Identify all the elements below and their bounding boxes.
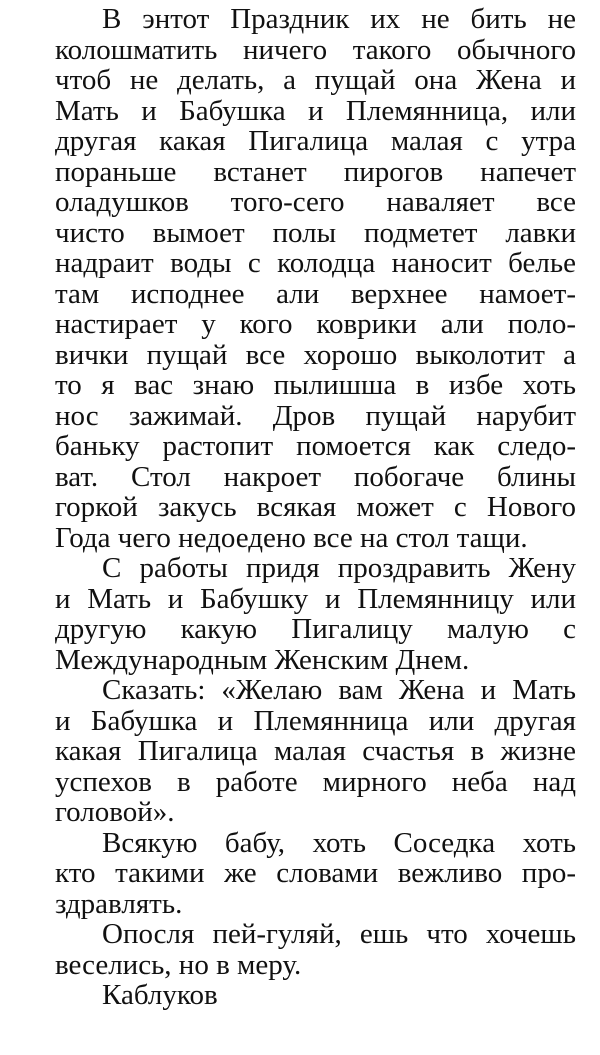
text-line: веселись, но в меру. bbox=[55, 948, 302, 981]
text-line: Всякую бабу, хоть Соседка хоть bbox=[102, 826, 576, 859]
text-line: оладушков того-сего наваляет все bbox=[55, 186, 576, 218]
text-line: горкой закусь всякая может с Нового bbox=[55, 491, 576, 523]
text-line: кто такими же словами вежливо про- bbox=[55, 857, 576, 889]
text-line: здравлять. bbox=[55, 887, 183, 920]
text-line: какая Пигалица малая счастья в жизне bbox=[55, 735, 576, 767]
text-line: надраит воды с колодца наносит белье bbox=[55, 247, 576, 279]
text-line: там исподнее али верхнее намоет- bbox=[55, 277, 576, 310]
text-line: чисто вымоет полы подметет лавки bbox=[55, 216, 576, 249]
text-line: баньку растопит помоется как следо- bbox=[55, 430, 576, 462]
author-name: Каблуков bbox=[102, 979, 218, 1011]
text-line: пораньше встанет пирогов напечет bbox=[55, 155, 576, 188]
text-line: Года чего недоедено все на стол тащи. bbox=[55, 521, 528, 554]
text-line: В энтот Праздник их не бить не bbox=[102, 3, 576, 35]
text-line: настирает у кого коврики али поло- bbox=[55, 308, 576, 340]
text-line: и Бабушка и Племянница или другая bbox=[55, 704, 576, 737]
text-line: нос зажимай. Дров пущай нарубит bbox=[55, 399, 576, 432]
paragraph-1 bbox=[55, 4, 576, 553]
text-line: Мать и Бабушка и Племянница, или bbox=[55, 94, 576, 127]
text-line: Опосля пей-гуляй, ешь что хочешь bbox=[102, 918, 576, 950]
paragraph-5 bbox=[55, 919, 576, 980]
signature bbox=[55, 980, 576, 1011]
text-line: и Мать и Бабушку и Племянницу или bbox=[55, 582, 576, 615]
text-line: колошматить ничего такого обычного bbox=[55, 33, 576, 66]
text-line: то я вас знаю пылишша в избе хоть bbox=[55, 369, 576, 401]
text-line: успехов в работе мирного неба над bbox=[55, 765, 576, 798]
text-line: Международным Женским Днем. bbox=[55, 643, 470, 676]
text-line: другую какую Пигалицу малую с bbox=[55, 613, 576, 645]
text-line: С работы придя проздравить Жену bbox=[102, 552, 576, 584]
text-line: чтоб не делать, а пущай она Жена и bbox=[55, 64, 576, 96]
text-line: головой». bbox=[55, 796, 175, 828]
paragraph-3 bbox=[55, 675, 576, 828]
text-line: другая какая Пигалица малая с утра bbox=[55, 125, 576, 157]
paragraph-4 bbox=[55, 828, 576, 920]
text-line: вички пущай все хорошо выколотит а bbox=[55, 338, 576, 371]
text-line: ват. Стол накроет побогаче блины bbox=[55, 460, 576, 493]
paragraph-2 bbox=[55, 553, 576, 675]
text-line: Сказать: «Желаю вам Жена и Мать bbox=[102, 674, 576, 706]
